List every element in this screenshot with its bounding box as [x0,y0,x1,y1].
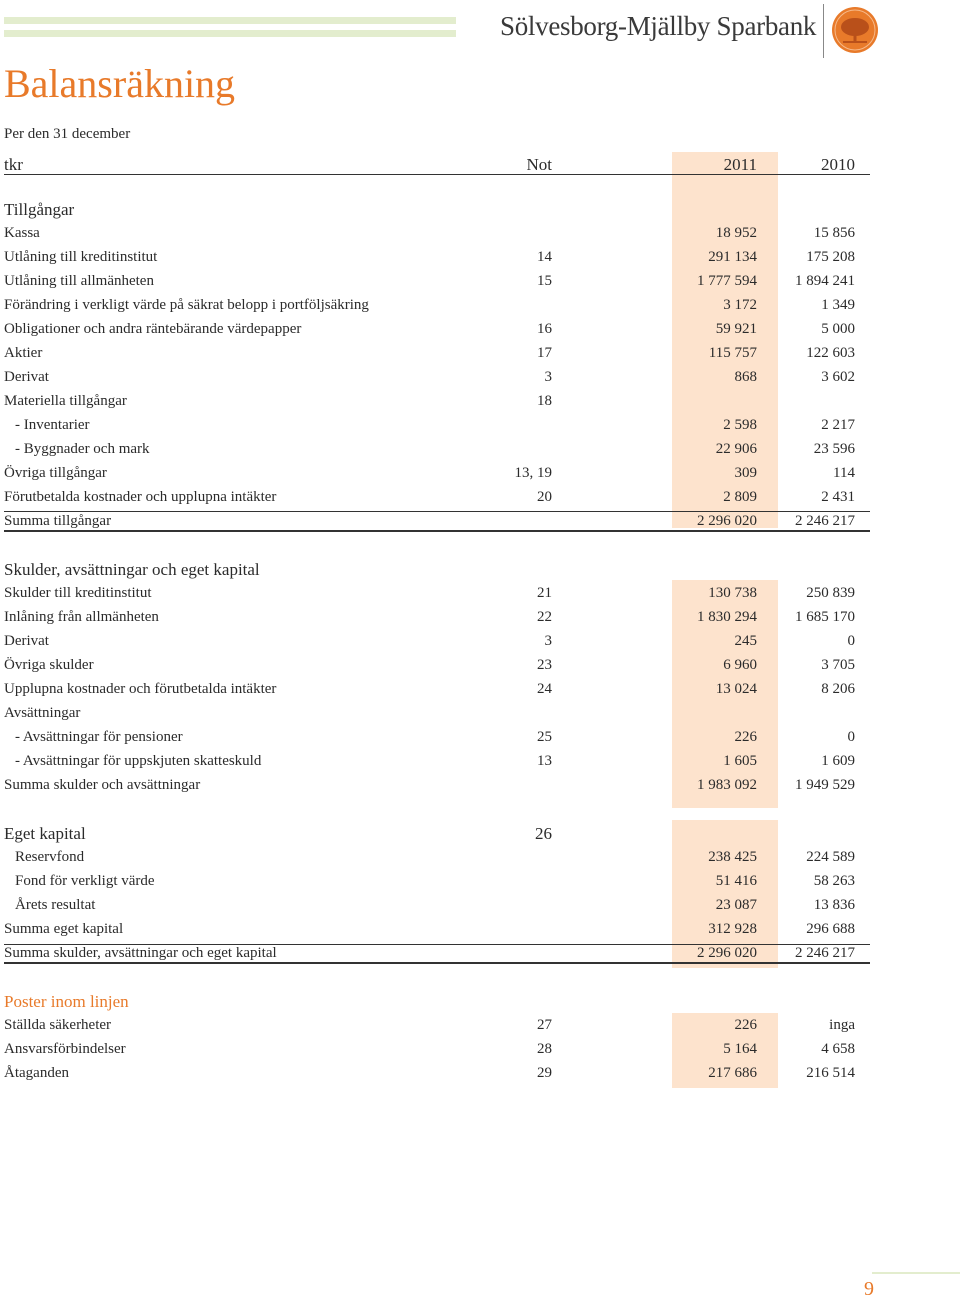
row-value-2011: 238 425 [708,849,757,865]
section-title-liabilities [4,560,870,584]
table-row [4,489,870,513]
row-label: Ställda säkerheter [4,1017,112,1033]
row-label: Upplupna kostnader och förutbetalda intäkter [4,681,277,697]
row-value-2010: 1 894 241 [795,273,855,289]
table-row [4,417,870,441]
row-value-2010: 2 246 217 [795,513,855,529]
table-row [4,729,870,753]
row-note: 21 [537,585,552,601]
row-label: Poster inom linjen [4,992,129,1011]
table-row [4,1041,870,1065]
page-number-band [872,1272,960,1274]
row-note: 24 [537,681,552,697]
row-label: Materiella tillgångar [4,393,127,409]
row-label: Summa skulder och avsättningar [4,777,201,793]
table-row [4,753,870,777]
row-note: 15 [537,273,552,289]
row-value-2010: 114 [833,465,855,481]
table-row [4,393,870,417]
page-title: Balansräkning [4,61,236,106]
table-row [4,273,870,297]
row-value-2011: 1 777 594 [697,273,757,289]
row-label: - Avsättningar för pensioner [15,729,183,745]
row-label: Derivat [4,369,49,385]
table-row [4,657,870,681]
row-value-2010: 1 349 [821,297,855,313]
row-value-2010: 1 685 170 [795,609,855,625]
row-note: 29 [537,1065,552,1081]
row-value-2010: 250 839 [806,585,855,601]
row-value-2010: 3 602 [821,369,855,385]
row-label: Aktier [4,345,43,361]
bank-name: Sölvesborg-Mjällby Sparbank [500,11,817,41]
row-value-2011: 226 [734,1017,757,1033]
row-label: Inlåning från allmänheten [4,609,159,625]
row-label: Årets resultat [15,897,96,913]
row-value-2010: 3 705 [821,657,855,673]
row-note: 23 [537,657,552,673]
row-value-2010: 0 [847,633,855,649]
header-band-bottom [4,30,456,37]
row-label: - Inventarier [15,417,90,433]
row-value-2011: 2 296 020 [697,945,757,961]
row-note: 13, 19 [514,465,552,481]
row-value-2011: 59 921 [715,321,757,337]
assets-total-row [4,513,870,537]
row-label: Obligationer och andra räntebärande värdepapper [4,321,302,337]
row-note: 3 [544,369,552,385]
grand-total-rule-bottom [4,962,870,964]
row-label: Avsättningar [4,705,81,721]
tree-logo-icon [831,6,879,54]
row-note: 17 [537,345,552,361]
row-value-2010: 2 217 [821,417,855,433]
row-label: Summa skulder, avsättningar och eget kapital [4,945,277,961]
page-number: 9 [864,1278,874,1300]
row-value-2010: 0 [847,729,855,745]
row-label: Övriga tillgångar [4,465,107,481]
table-row [4,441,870,465]
row-value-2011: 23 087 [715,897,757,913]
row-label: Skulder till kreditinstitut [4,585,152,601]
row-label: Övriga skulder [4,657,94,673]
table-row [4,849,870,873]
row-note: 28 [537,1041,552,1057]
row-label: Summa eget kapital [4,921,124,937]
row-label: Förändring i verkligt värde på säkrat belopp i portföljsäkring [4,297,369,313]
row-value-2010: 122 603 [806,345,855,361]
table-row [4,321,870,345]
section-title-off-balance [4,992,870,1016]
row-value-2011: 3 172 [723,297,757,313]
row-value-2011: 291 134 [708,249,757,265]
row-value-2011: 217 686 [708,1065,757,1081]
row-value-2011: 2 809 [723,489,757,505]
row-label: Tillgångar [4,200,75,219]
row-value-2011: 1 830 294 [697,609,757,625]
table-row [4,633,870,657]
row-value-2010: 8 206 [821,681,855,697]
row-value-2011: 6 960 [723,657,757,673]
header-rule [4,174,870,175]
assets-total-rule-bottom [4,530,870,532]
row-value-2010: 1 949 529 [795,777,855,793]
row-label: Summa tillgångar [4,513,112,529]
row-value-2010: 296 688 [806,921,855,937]
row-value-2010: 15 856 [813,225,855,241]
column-header [4,155,870,179]
section-title-assets [4,200,870,224]
table-row [4,369,870,393]
row-label: Derivat [4,633,49,649]
table-row [4,297,870,321]
row-value-2010: 1 609 [821,753,855,769]
row-value-2011: 868 [734,369,757,385]
row-value-2011: 13 024 [715,681,757,697]
row-label: Utlåning till kreditinstitut [4,249,158,265]
row-value-2010: 4 658 [821,1041,855,1057]
row-note: 20 [537,489,552,505]
row-value-2010: 175 208 [806,249,855,265]
row-value-2010: 216 514 [806,1065,855,1081]
row-note: 13 [537,753,552,769]
table-row [4,345,870,369]
header-band-top [4,17,456,24]
note-header: Not [526,155,552,174]
row-value-2010: 5 000 [821,321,855,337]
table-row [4,873,870,897]
table-row [4,465,870,489]
assets-total-rule-top [4,511,870,512]
row-value-2010: 23 596 [813,441,855,457]
row-note: 14 [537,249,552,265]
table-row [4,705,870,729]
table-row [4,609,870,633]
section-title-equity [4,824,870,848]
row-note: 16 [537,321,552,337]
row-note: 25 [537,729,552,745]
row-value-2011: 226 [734,729,757,745]
row-note: 27 [537,1017,552,1033]
row-value-2011: 18 952 [715,225,757,241]
equity-total-row [4,921,870,945]
row-note: 26 [535,824,552,843]
row-label: Utlåning till allmänheten [4,273,154,289]
row-value-2011: 5 164 [723,1041,757,1057]
table-row [4,681,870,705]
row-note: 3 [544,633,552,649]
row-label: - Byggnader och mark [15,441,150,457]
row-label: Reservfond [15,849,85,865]
row-label: Förutbetalda kostnader och upplupna intäkter [4,489,277,505]
row-value-2010: inga [829,1017,855,1033]
table-row [4,1017,870,1041]
table-row [4,897,870,921]
row-note: 22 [537,609,552,625]
table-row [4,249,870,273]
page-subtitle: Per den 31 december [4,126,131,142]
row-value-2010: 58 263 [813,873,855,889]
row-value-2011: 309 [734,465,757,481]
row-label: Fond för verkligt värde [15,873,155,889]
year-2010-header: 2010 [821,155,855,174]
row-label: Ansvarsförbindelser [4,1041,126,1057]
row-value-2010: 2 431 [821,489,855,505]
table-row [4,1065,870,1089]
row-value-2011: 1 605 [723,753,757,769]
row-note: 18 [537,393,552,409]
row-value-2011: 1 983 092 [697,777,757,793]
row-value-2010: 2 246 217 [795,945,855,961]
row-value-2011: 2 296 020 [697,513,757,529]
row-value-2011: 130 738 [708,585,757,601]
row-label: Åtaganden [4,1065,69,1081]
row-value-2011: 51 416 [715,873,757,889]
table-row [4,225,870,249]
row-value-2011: 245 [734,633,757,649]
liabilities-total-row [4,777,870,801]
row-value-2011: 22 906 [715,441,757,457]
grand-total-row [4,945,870,969]
row-label: Kassa [4,225,40,241]
row-label: - Avsättningar för uppskjuten skatteskuld [15,753,262,769]
logo-divider [823,4,824,58]
row-value-2010: 13 836 [813,897,855,913]
table-row [4,585,870,609]
row-label: Eget kapital [4,824,86,843]
row-value-2011: 312 928 [708,921,757,937]
unit-label: tkr [4,155,23,174]
year-2011-header: 2011 [723,155,757,174]
row-value-2011: 2 598 [723,417,757,433]
row-label: Skulder, avsättningar och eget kapital [4,560,260,579]
row-value-2011: 115 757 [708,345,757,361]
row-value-2010: 224 589 [806,849,855,865]
